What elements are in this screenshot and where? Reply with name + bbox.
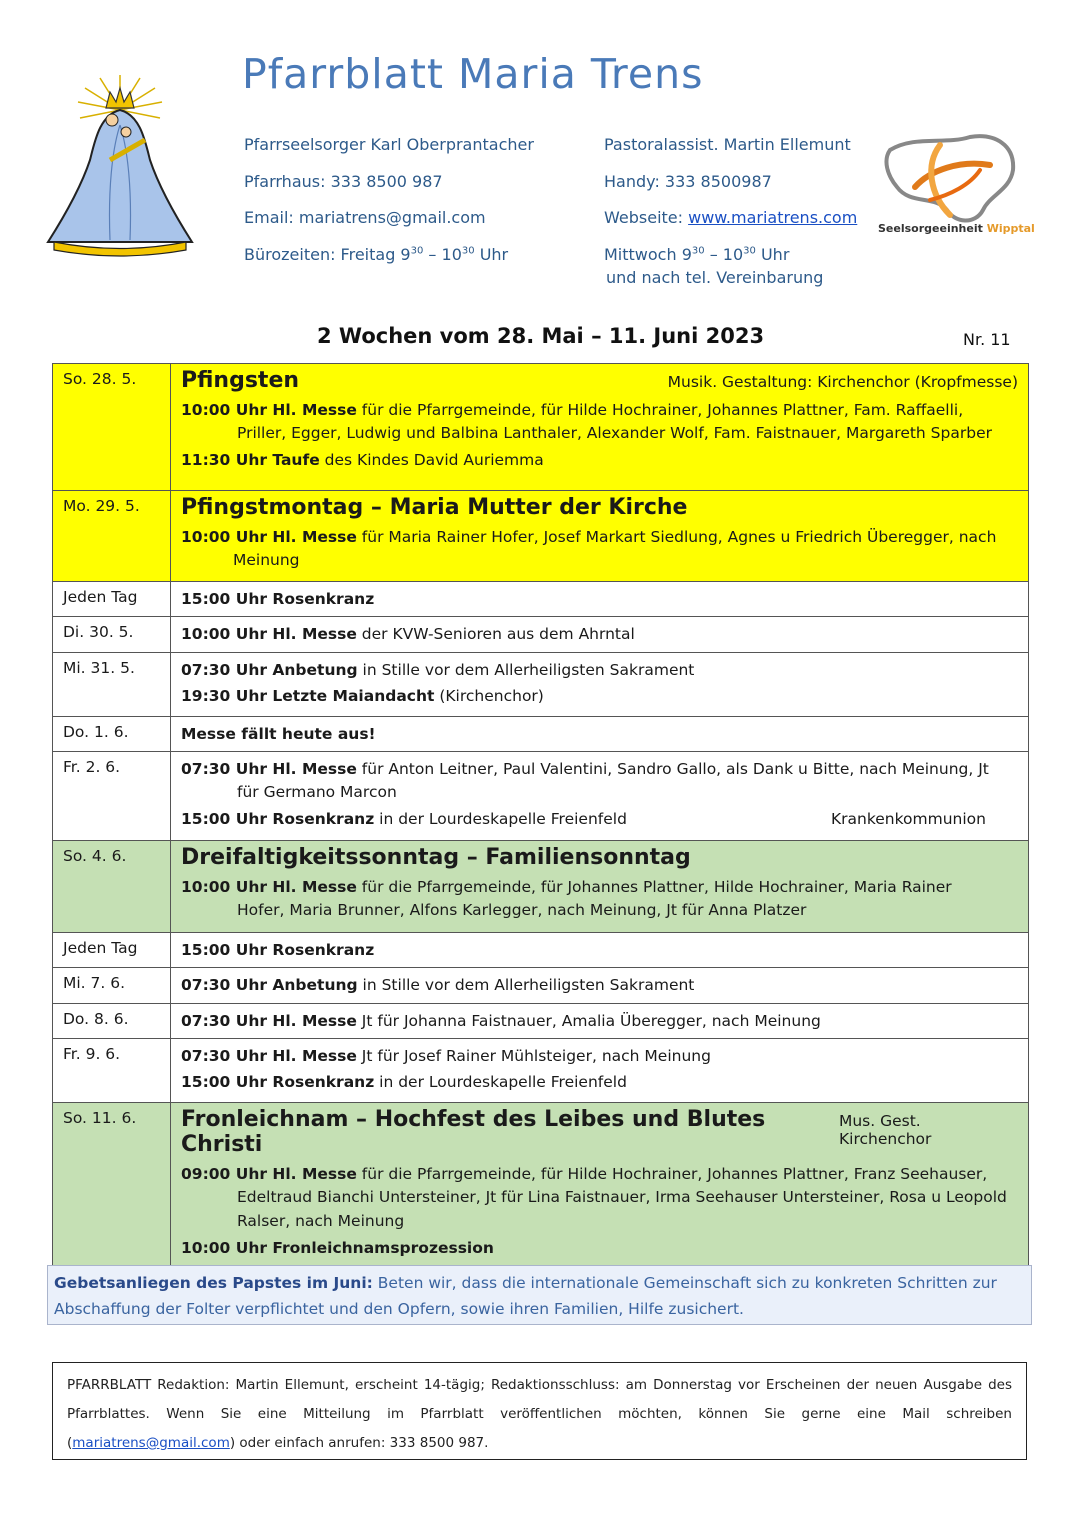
- table-row: [53, 652, 1029, 716]
- day-cell: Fr. 2. 6.: [53, 752, 171, 841]
- parish-phone: Pfarrhaus: 333 8500 987: [244, 172, 443, 191]
- content-cell: 10:00 Uhr Hl. Messe der KVW-Senioren aus dem Ahrntal: [171, 617, 1029, 652]
- entry: 10:00 Uhr Hl. Messe für die Pfarrgemeinde, für Hilde Hochrainer, Johannes Plattner, Fam. Raffaelli, Priller, Egger, Ludwig und Balbina Lanthaler, Alexander Wolf, Fam. Faistnauer, Margareth Sparber: [181, 401, 992, 443]
- content-cell: 07:30 Uhr Hl. Messe für Anton Leitner, Paul Valentini, Sandro Gallo, als Dank u Bitte, nach Meinung, Jt für Germano Marcon 15:00 Uhr Rosenkranz in der Lourdeskapelle Freienfeld Krankenkommunion: [171, 752, 1029, 841]
- day-cell: So. 28. 5.: [53, 364, 171, 491]
- table-row: [53, 968, 1029, 1003]
- website-link[interactable]: www.mariatrens.com: [688, 208, 858, 227]
- table-row: [53, 841, 1029, 933]
- feast-title: Pfingsten Musik. Gestaltung: Kirchenchor (Kropfmesse): [181, 368, 1018, 393]
- music-note: Mus. Gest. Kirchenchor: [838, 1112, 932, 1149]
- assistant-hours-extra: und nach tel. Vereinbarung: [606, 268, 824, 287]
- period-headline: 2 Wochen vom 28. Mai – 11. Juni 2023: [317, 324, 765, 348]
- madonna-figure-icon: [40, 70, 200, 270]
- website: Webseite: www.mariatrens.com: [604, 208, 858, 227]
- table-row: [53, 1103, 1029, 1267]
- parish-email: Email: mariatrens@gmail.com: [244, 208, 486, 227]
- schedule-table: [52, 363, 1029, 1267]
- table-row: [53, 491, 1029, 582]
- table-row: [53, 582, 1029, 617]
- assistant-mobile: Handy: 333 8500987: [604, 172, 772, 191]
- content-cell: 07:30 Uhr Anbetung in Stille vor dem Allerheiligsten Sakrament 19:30 Uhr Letzte Maiandacht (Kirchenchor): [171, 652, 1029, 716]
- content-cell: [171, 364, 1029, 491]
- footer-email-link[interactable]: mariatrens@gmail.com: [72, 1435, 230, 1452]
- content-cell: Dreifaltigkeitssonntag – Familiensonntag 10:00 Uhr Hl. Messe für die Pfarrgemeinde, für Johannes Plattner, Hilde Hochrainer, Maria Rainer Hofer, Maria Brunner, Alfons Karlegger, nach Meinung, Jt für Anna Platzer: [171, 841, 1029, 933]
- table-row: [53, 1039, 1029, 1103]
- content-cell: 15:00 Uhr Rosenkranz: [171, 582, 1029, 617]
- day-cell: Jeden Tag: [53, 582, 171, 617]
- feast-title: Pfingstmontag – Maria Mutter der Kirche: [181, 495, 688, 520]
- table-row: [53, 716, 1029, 751]
- music-note: Musik. Gestaltung: Kirchenchor (Kropfmesse): [667, 373, 1018, 391]
- content-cell: 07:30 Uhr Anbetung in Stille vor dem Allerheiligsten Sakrament: [171, 968, 1029, 1003]
- day-cell: So. 11. 6.: [53, 1103, 171, 1267]
- day-cell: Do. 8. 6.: [53, 1003, 171, 1038]
- assistant-hours: Mittwoch $9^{30} - 10^{30}$ Uhr: [604, 245, 790, 264]
- day-cell: Mi. 31. 5.: [53, 652, 171, 716]
- pastor-name: Pfarrseelsorger Karl Oberprantacher: [244, 135, 534, 154]
- table-row: [53, 1003, 1029, 1038]
- assistant-name: Pastoralassist. Martin Ellemunt: [604, 135, 851, 154]
- day-cell: Mo. 29. 5.: [53, 491, 171, 582]
- day-cell: Di. 30. 5.: [53, 617, 171, 652]
- pastoral-unit-label: Seelsorgeeinheit Wipptal: [878, 222, 1035, 235]
- pope-prayer-intention: Gebetsanliegen des Papstes im Juni: Beten wir, dass die internationale Gemeinschaft sich zu konkreten Schritten zur Abschaffung der Folter verpflichtet und den Opfern, sowie ihren Familien, Hilfe zusichert.: [47, 1265, 1032, 1325]
- content-cell: [171, 491, 1029, 582]
- entry: 10:00 Uhr Hl. Messe für Maria Rainer Hofer, Josef Markart Siedlung, Agnes u Friedrich Überegger, nach Meinung: [181, 528, 997, 570]
- day-cell: Do. 1. 6.: [53, 716, 171, 751]
- feast-title: Fronleichnam – Hochfest des Leibes und Blutes Christi Mus. Gest. Kirchenchor: [181, 1107, 1018, 1157]
- page-title: Pfarrblatt Maria Trens: [242, 50, 704, 98]
- issue-number: Nr. 11: [963, 330, 1011, 349]
- editorial-footer: PFARRBLATT Redaktion: Martin Ellemunt, erscheint 14-tägig; Redaktionsschluss: am Donnerstag vor Erscheinen der neuen Ausgabe des Pfarrblattes. Wenn Sie eine Mitteilung im Pfarrblatt veröffentlichen möchten, können Sie gerne eine Mail schreiben (mariatrens@gmail.com) oder einfach anrufen: 333 8500 987.: [52, 1362, 1027, 1460]
- feast-title: Dreifaltigkeitssonntag – Familiensonntag: [181, 845, 691, 871]
- entry: 11:30 Uhr Taufe des Kindes David Auriemma: [181, 451, 544, 470]
- content-cell: Fronleichnam – Hochfest des Leibes und Blutes Christi Mus. Gest. Kirchenchor 09:00 Uhr Hl. Messe für die Pfarrgemeinde, für Hilde Hochrainer, Johannes Plattner, Franz Seehauser, Edeltraud Bianchi Untersteiner, Jt für Lina Faistnauer, Irma Seehauser Untersteiner, Rosa u Leopold Ralser, nach Meinung 10:00 Uhr Fronleichnamsprozession: [171, 1103, 1029, 1267]
- table-row: [53, 933, 1029, 968]
- content-cell: Messe fällt heute aus!: [171, 716, 1029, 751]
- day-cell: Jeden Tag: [53, 933, 171, 968]
- day-cell: Fr. 9. 6.: [53, 1039, 171, 1103]
- table-row: [53, 617, 1029, 652]
- day-cell: So. 4. 6.: [53, 841, 171, 933]
- content-cell: 07:30 Uhr Hl. Messe Jt für Josef Rainer Mühlsteiger, nach Meinung 15:00 Uhr Rosenkranz in der Lourdeskapelle Freienfeld: [171, 1039, 1029, 1103]
- content-cell: 07:30 Uhr Hl. Messe Jt für Johanna Faistnauer, Amalia Überegger, nach Meinung: [171, 1003, 1029, 1038]
- office-hours: Bürozeiten: Freitag $9^{30} - 10^{30}$ Uhr: [244, 245, 509, 264]
- table-row: [53, 364, 1029, 491]
- table-row: [53, 752, 1029, 841]
- content-cell: 15:00 Uhr Rosenkranz: [171, 933, 1029, 968]
- sick-communion-note: Krankenkommunion: [830, 810, 986, 829]
- day-cell: Mi. 7. 6.: [53, 968, 171, 1003]
